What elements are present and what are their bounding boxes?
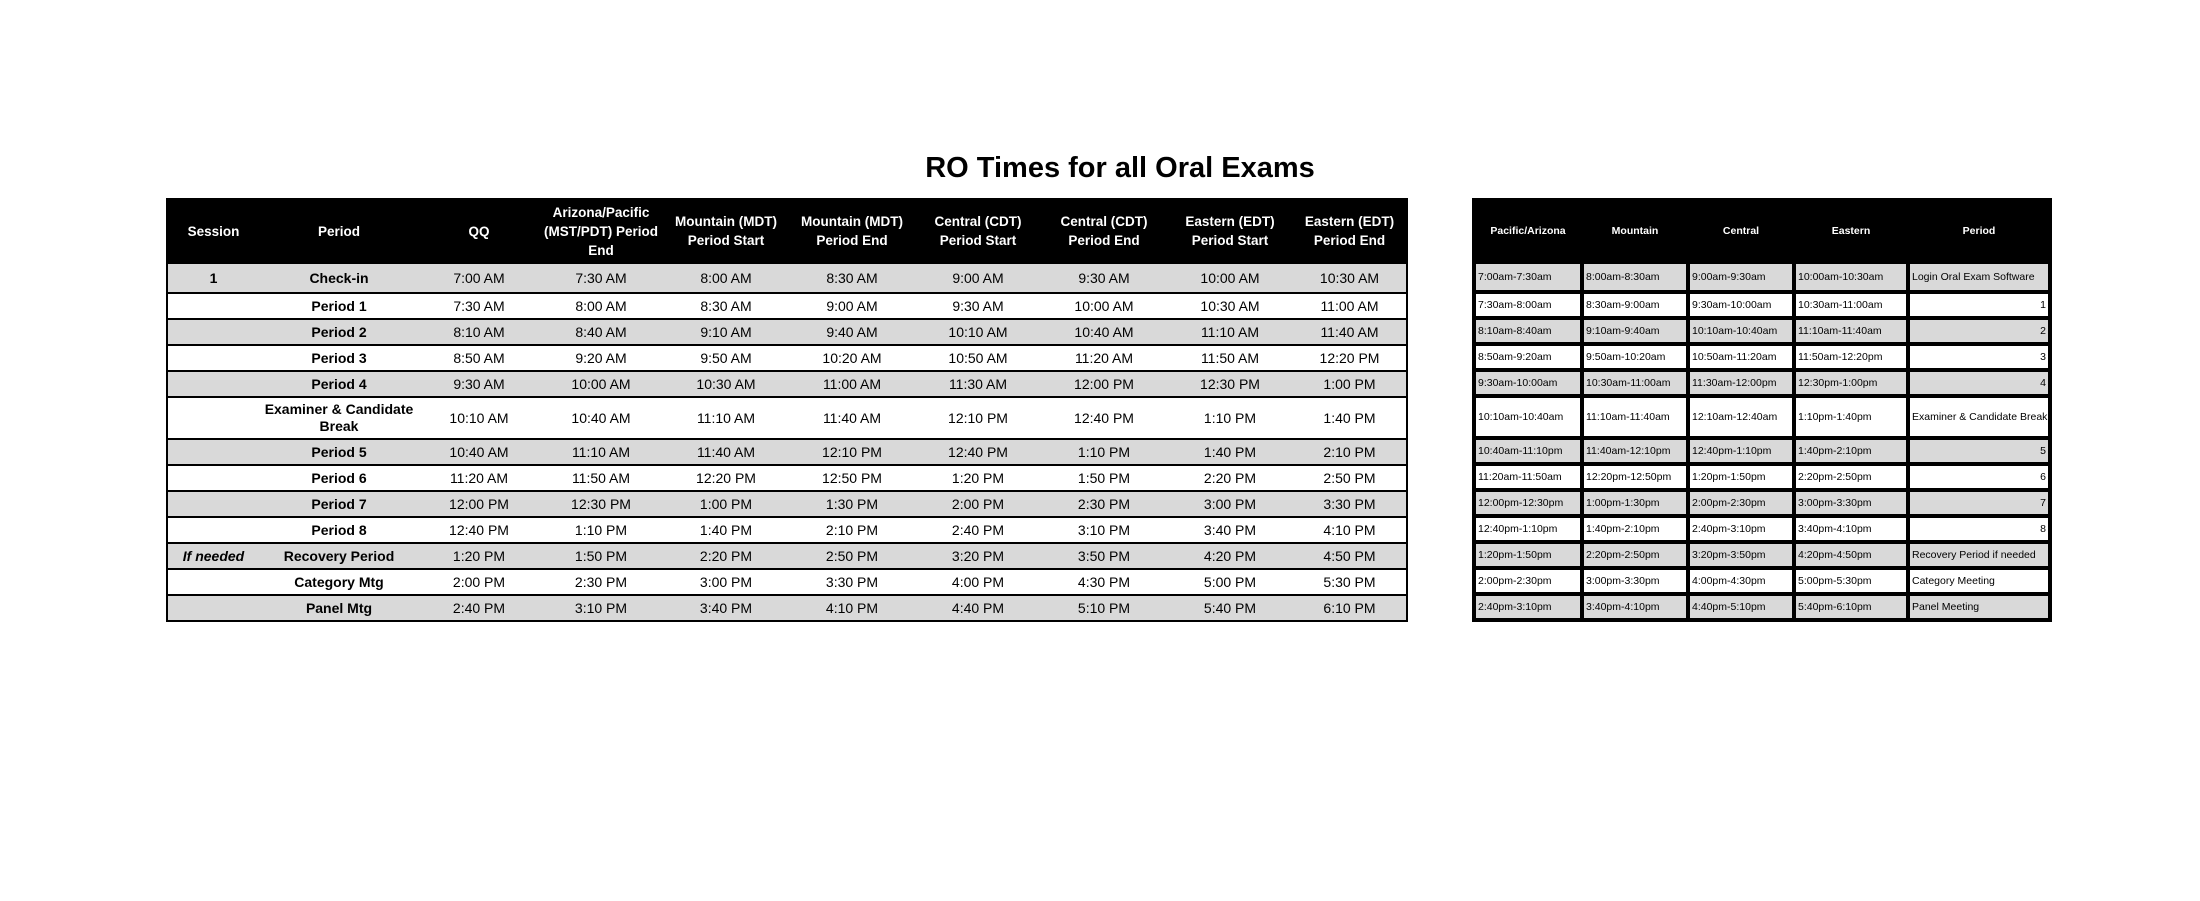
time-cell: 8:00 AM	[539, 293, 663, 319]
side-table-row	[1474, 594, 2050, 620]
time-cell: 1:50 PM	[1041, 465, 1167, 491]
side-time-range-cell: 2:00pm-2:30pm	[1688, 490, 1794, 516]
time-cell: 7:30 AM	[419, 293, 539, 319]
time-cell: 10:00 AM	[1041, 293, 1167, 319]
time-cell: 9:10 AM	[663, 319, 789, 345]
period-cell: Check-in	[259, 263, 419, 293]
side-time-range-cell: 9:30am-10:00am	[1474, 370, 1582, 396]
side-time-range-cell: 7:30am-8:00am	[1474, 292, 1582, 318]
side-time-range-cell: 10:10am-10:40am	[1688, 318, 1794, 344]
side-time-range-cell: 3:40pm-4:10pm	[1582, 594, 1688, 620]
time-cell: 10:30 AM	[663, 371, 789, 397]
time-cell: 8:10 AM	[419, 319, 539, 345]
time-cell: 3:30 PM	[1293, 491, 1407, 517]
side-period-cell: Login Oral Exam Software	[1908, 262, 2050, 292]
time-cell: 2:30 PM	[539, 569, 663, 595]
header-mountain-end: Mountain (MDT) Period End	[789, 199, 915, 263]
side-header-eastern: Eastern	[1794, 200, 1908, 262]
time-cell: 9:50 AM	[663, 345, 789, 371]
side-time-range-cell: 10:10am-10:40am	[1474, 396, 1582, 438]
side-time-range-cell: 1:20pm-1:50pm	[1474, 542, 1582, 568]
time-cell: 12:30 PM	[539, 491, 663, 517]
time-cell: 12:20 PM	[1293, 345, 1407, 371]
time-cell: 8:30 AM	[789, 263, 915, 293]
time-cell: 2:20 PM	[1167, 465, 1293, 491]
time-cell: 11:30 AM	[915, 371, 1041, 397]
table-row	[167, 397, 1407, 439]
time-cell: 2:10 PM	[1293, 439, 1407, 465]
side-header-central: Central	[1688, 200, 1794, 262]
side-time-range-cell: 11:20am-11:50am	[1474, 464, 1582, 490]
time-cell: 10:40 AM	[1041, 319, 1167, 345]
time-cell: 11:00 AM	[1293, 293, 1407, 319]
side-time-range-cell: 10:50am-11:20am	[1688, 344, 1794, 370]
time-cell: 11:40 AM	[1293, 319, 1407, 345]
time-cell: 10:00 AM	[1167, 263, 1293, 293]
session-cell	[167, 439, 259, 465]
side-time-range-cell: 10:40am-11:10pm	[1474, 438, 1582, 464]
table-row	[167, 371, 1407, 397]
time-cell: 4:10 PM	[789, 595, 915, 621]
side-time-range-cell: 2:40pm-3:10pm	[1688, 516, 1794, 542]
side-time-range-cell: 4:20pm-4:50pm	[1794, 542, 1908, 568]
session-cell	[167, 491, 259, 517]
header-qq: QQ	[419, 199, 539, 263]
side-time-range-cell: 4:40pm-5:10pm	[1688, 594, 1794, 620]
side-table-row	[1474, 542, 2050, 568]
time-cell: 5:00 PM	[1167, 569, 1293, 595]
table-row	[167, 439, 1407, 465]
time-cell: 1:40 PM	[1293, 397, 1407, 439]
side-time-range-cell: 4:00pm-4:30pm	[1688, 568, 1794, 594]
time-cell: 10:50 AM	[915, 345, 1041, 371]
time-cell: 12:10 PM	[789, 439, 915, 465]
time-cell: 3:40 PM	[663, 595, 789, 621]
time-cell: 12:50 PM	[789, 465, 915, 491]
time-cell: 1:10 PM	[1167, 397, 1293, 439]
time-cell: 1:30 PM	[789, 491, 915, 517]
side-time-range-cell: 2:40pm-3:10pm	[1474, 594, 1582, 620]
side-time-range-cell: 11:50am-12:20pm	[1794, 344, 1908, 370]
side-time-range-cell: 1:20pm-1:50pm	[1688, 464, 1794, 490]
header-central-end: Central (CDT) Period End	[1041, 199, 1167, 263]
side-time-range-cell: 5:00pm-5:30pm	[1794, 568, 1908, 594]
time-cell: 1:40 PM	[663, 517, 789, 543]
header-central-start: Central (CDT) Period Start	[915, 199, 1041, 263]
side-time-range-cell: 1:10pm-1:40pm	[1794, 396, 1908, 438]
session-cell	[167, 345, 259, 371]
time-cell: 2:00 PM	[419, 569, 539, 595]
table-row	[167, 465, 1407, 491]
time-cell: 11:40 AM	[789, 397, 915, 439]
period-cell: Category Mtg	[259, 569, 419, 595]
period-cell: Period 8	[259, 517, 419, 543]
side-period-cell: 6	[1908, 464, 2050, 490]
time-cell: 11:20 AM	[419, 465, 539, 491]
time-cell: 10:30 AM	[1293, 263, 1407, 293]
time-cell: 7:00 AM	[419, 263, 539, 293]
side-header-period: Period	[1908, 200, 2050, 262]
time-cell: 2:40 PM	[915, 517, 1041, 543]
period-cell: Recovery Period	[259, 543, 419, 569]
side-time-range-cell: 1:40pm-2:10pm	[1582, 516, 1688, 542]
side-table-row	[1474, 292, 2050, 318]
side-header-mountain: Mountain	[1582, 200, 1688, 262]
side-table-row	[1474, 568, 2050, 594]
time-cell: 11:00 AM	[789, 371, 915, 397]
side-table-row	[1474, 396, 2050, 438]
side-time-range-cell: 2:20pm-2:50pm	[1582, 542, 1688, 568]
time-cell: 1:40 PM	[1167, 439, 1293, 465]
side-time-range-cell: 2:20pm-2:50pm	[1794, 464, 1908, 490]
side-period-cell: 3	[1908, 344, 2050, 370]
time-cell: 6:10 PM	[1293, 595, 1407, 621]
main-schedule-table	[166, 198, 1408, 622]
session-cell	[167, 371, 259, 397]
session-cell: If needed	[167, 543, 259, 569]
time-cell: 1:20 PM	[419, 543, 539, 569]
time-cell: 3:30 PM	[789, 569, 915, 595]
side-period-cell: Recovery Period if needed	[1908, 542, 2050, 568]
side-time-range-cell: 12:40pm-1:10pm	[1688, 438, 1794, 464]
table-row	[167, 595, 1407, 621]
table-row	[167, 491, 1407, 517]
side-time-range-cell: 9:10am-9:40am	[1582, 318, 1688, 344]
period-cell: Panel Mtg	[259, 595, 419, 621]
time-cell: 9:30 AM	[419, 371, 539, 397]
time-cell: 1:00 PM	[663, 491, 789, 517]
time-cell: 10:30 AM	[1167, 293, 1293, 319]
side-time-range-cell: 3:00pm-3:30pm	[1794, 490, 1908, 516]
time-cell: 9:00 AM	[915, 263, 1041, 293]
side-period-cell: 5	[1908, 438, 2050, 464]
side-table-row	[1474, 370, 2050, 396]
period-cell: Examiner & Candidate Break	[259, 397, 419, 439]
time-cell: 1:50 PM	[539, 543, 663, 569]
period-cell: Period 1	[259, 293, 419, 319]
table-row	[167, 263, 1407, 293]
time-cell: 4:20 PM	[1167, 543, 1293, 569]
session-cell	[167, 319, 259, 345]
side-time-range-cell: 12:40pm-1:10pm	[1474, 516, 1582, 542]
time-cell: 8:50 AM	[419, 345, 539, 371]
time-cell: 8:00 AM	[663, 263, 789, 293]
page-title-text: RO Times for all Oral Exams	[925, 152, 1315, 184]
main-table-body	[167, 263, 1407, 621]
table-row	[167, 319, 1407, 345]
side-time-range-cell: 10:00am-10:30am	[1794, 262, 1908, 292]
session-cell	[167, 293, 259, 319]
side-time-range-cell: 11:10am-11:40am	[1582, 396, 1688, 438]
side-time-range-cell: 8:30am-9:00am	[1582, 292, 1688, 318]
side-time-range-cell: 11:40am-12:10pm	[1582, 438, 1688, 464]
table-row	[167, 345, 1407, 371]
side-table-row	[1474, 318, 2050, 344]
period-cell: Period 5	[259, 439, 419, 465]
side-time-range-cell: 5:40pm-6:10pm	[1794, 594, 1908, 620]
side-schedule-table	[1472, 198, 2052, 622]
header-eastern-end: Eastern (EDT) Period End	[1293, 199, 1407, 263]
side-header-pacific-arizona: Pacific/Arizona	[1474, 200, 1582, 262]
time-cell: 1:00 PM	[1293, 371, 1407, 397]
header-mountain-start: Mountain (MDT) Period Start	[663, 199, 789, 263]
time-cell: 11:50 AM	[1167, 345, 1293, 371]
time-cell: 12:00 PM	[419, 491, 539, 517]
side-time-range-cell: 1:00pm-1:30pm	[1582, 490, 1688, 516]
time-cell: 11:50 AM	[539, 465, 663, 491]
period-cell: Period 7	[259, 491, 419, 517]
side-time-range-cell: 2:00pm-2:30pm	[1474, 568, 1582, 594]
side-time-range-cell: 11:10am-11:40am	[1794, 318, 1908, 344]
time-cell: 2:50 PM	[789, 543, 915, 569]
time-cell: 11:10 AM	[663, 397, 789, 439]
time-cell: 12:20 PM	[663, 465, 789, 491]
time-cell: 3:50 PM	[1041, 543, 1167, 569]
time-cell: 5:40 PM	[1167, 595, 1293, 621]
side-time-range-cell: 12:00pm-12:30pm	[1474, 490, 1582, 516]
side-period-cell: 4	[1908, 370, 2050, 396]
side-table-row	[1474, 344, 2050, 370]
time-cell: 3:00 PM	[663, 569, 789, 595]
header-arizona-pacific-end: Arizona/Pacific (MST/PDT) Period End	[539, 199, 663, 263]
time-cell: 4:10 PM	[1293, 517, 1407, 543]
table-row	[167, 543, 1407, 569]
side-header-row	[1474, 200, 2050, 262]
time-cell: 1:10 PM	[539, 517, 663, 543]
time-cell: 11:10 AM	[539, 439, 663, 465]
time-cell: 12:30 PM	[1167, 371, 1293, 397]
time-cell: 1:10 PM	[1041, 439, 1167, 465]
time-cell: 10:00 AM	[539, 371, 663, 397]
session-cell	[167, 569, 259, 595]
side-table-row	[1474, 464, 2050, 490]
time-cell: 2:50 PM	[1293, 465, 1407, 491]
period-cell: Period 4	[259, 371, 419, 397]
side-period-cell: 8	[1908, 516, 2050, 542]
side-time-range-cell: 10:30am-11:00am	[1794, 292, 1908, 318]
side-time-range-cell: 12:30pm-1:00pm	[1794, 370, 1908, 396]
page-title	[0, 152, 2200, 185]
time-cell: 3:40 PM	[1167, 517, 1293, 543]
side-time-range-cell: 8:10am-8:40am	[1474, 318, 1582, 344]
time-cell: 9:20 AM	[539, 345, 663, 371]
main-header-row	[167, 199, 1407, 263]
time-cell: 3:10 PM	[539, 595, 663, 621]
time-cell: 2:30 PM	[1041, 491, 1167, 517]
time-cell: 3:10 PM	[1041, 517, 1167, 543]
time-cell: 2:40 PM	[419, 595, 539, 621]
side-period-cell: 1	[1908, 292, 2050, 318]
side-period-cell: Panel Meeting	[1908, 594, 2050, 620]
table-row	[167, 517, 1407, 543]
side-time-range-cell: 3:40pm-4:10pm	[1794, 516, 1908, 542]
header-period: Period	[259, 199, 419, 263]
time-cell: 12:00 PM	[1041, 371, 1167, 397]
time-cell: 4:50 PM	[1293, 543, 1407, 569]
time-cell: 12:40 PM	[419, 517, 539, 543]
time-cell: 3:20 PM	[915, 543, 1041, 569]
side-table-row	[1474, 438, 2050, 464]
side-time-range-cell: 11:30am-12:00pm	[1688, 370, 1794, 396]
side-time-range-cell: 12:10am-12:40am	[1688, 396, 1794, 438]
side-period-cell: 7	[1908, 490, 2050, 516]
side-table-body	[1474, 262, 2050, 620]
session-cell	[167, 595, 259, 621]
header-session: Session	[167, 199, 259, 263]
time-cell: 10:40 AM	[539, 397, 663, 439]
side-time-range-cell: 3:00pm-3:30pm	[1582, 568, 1688, 594]
time-cell: 8:40 AM	[539, 319, 663, 345]
table-row	[167, 293, 1407, 319]
time-cell: 4:40 PM	[915, 595, 1041, 621]
time-cell: 9:30 AM	[915, 293, 1041, 319]
time-cell: 9:40 AM	[789, 319, 915, 345]
side-table-row	[1474, 490, 2050, 516]
side-time-range-cell: 9:00am-9:30am	[1688, 262, 1794, 292]
side-table-row	[1474, 262, 2050, 292]
side-time-range-cell: 9:50am-10:20am	[1582, 344, 1688, 370]
session-cell	[167, 397, 259, 439]
side-table-row	[1474, 516, 2050, 542]
period-cell: Period 2	[259, 319, 419, 345]
side-time-range-cell: 8:00am-8:30am	[1582, 262, 1688, 292]
side-time-range-cell: 7:00am-7:30am	[1474, 262, 1582, 292]
time-cell: 10:10 AM	[419, 397, 539, 439]
side-period-cell: Examiner & Candidate Break	[1908, 396, 2050, 438]
session-cell: 1	[167, 263, 259, 293]
time-cell: 4:30 PM	[1041, 569, 1167, 595]
time-cell: 12:40 PM	[1041, 397, 1167, 439]
side-period-cell: Category Meeting	[1908, 568, 2050, 594]
time-cell: 5:10 PM	[1041, 595, 1167, 621]
time-cell: 10:20 AM	[789, 345, 915, 371]
time-cell: 3:00 PM	[1167, 491, 1293, 517]
table-row	[167, 569, 1407, 595]
time-cell: 9:30 AM	[1041, 263, 1167, 293]
time-cell: 11:10 AM	[1167, 319, 1293, 345]
time-cell: 1:20 PM	[915, 465, 1041, 491]
period-cell: Period 6	[259, 465, 419, 491]
time-cell: 5:30 PM	[1293, 569, 1407, 595]
session-cell	[167, 517, 259, 543]
time-cell: 12:40 PM	[915, 439, 1041, 465]
time-cell: 4:00 PM	[915, 569, 1041, 595]
side-time-range-cell: 10:30am-11:00am	[1582, 370, 1688, 396]
time-cell: 9:00 AM	[789, 293, 915, 319]
header-eastern-start: Eastern (EDT) Period Start	[1167, 199, 1293, 263]
time-cell: 12:10 PM	[915, 397, 1041, 439]
time-cell: 10:40 AM	[419, 439, 539, 465]
side-period-cell: 2	[1908, 318, 2050, 344]
time-cell: 8:30 AM	[663, 293, 789, 319]
time-cell: 11:40 AM	[663, 439, 789, 465]
time-cell: 2:10 PM	[789, 517, 915, 543]
side-time-range-cell: 8:50am-9:20am	[1474, 344, 1582, 370]
side-time-range-cell: 3:20pm-3:50pm	[1688, 542, 1794, 568]
time-cell: 10:10 AM	[915, 319, 1041, 345]
time-cell: 2:00 PM	[915, 491, 1041, 517]
period-cell: Period 3	[259, 345, 419, 371]
side-time-range-cell: 9:30am-10:00am	[1688, 292, 1794, 318]
time-cell: 2:20 PM	[663, 543, 789, 569]
side-time-range-cell: 1:40pm-2:10pm	[1794, 438, 1908, 464]
side-time-range-cell: 12:20pm-12:50pm	[1582, 464, 1688, 490]
time-cell: 7:30 AM	[539, 263, 663, 293]
session-cell	[167, 465, 259, 491]
time-cell: 11:20 AM	[1041, 345, 1167, 371]
